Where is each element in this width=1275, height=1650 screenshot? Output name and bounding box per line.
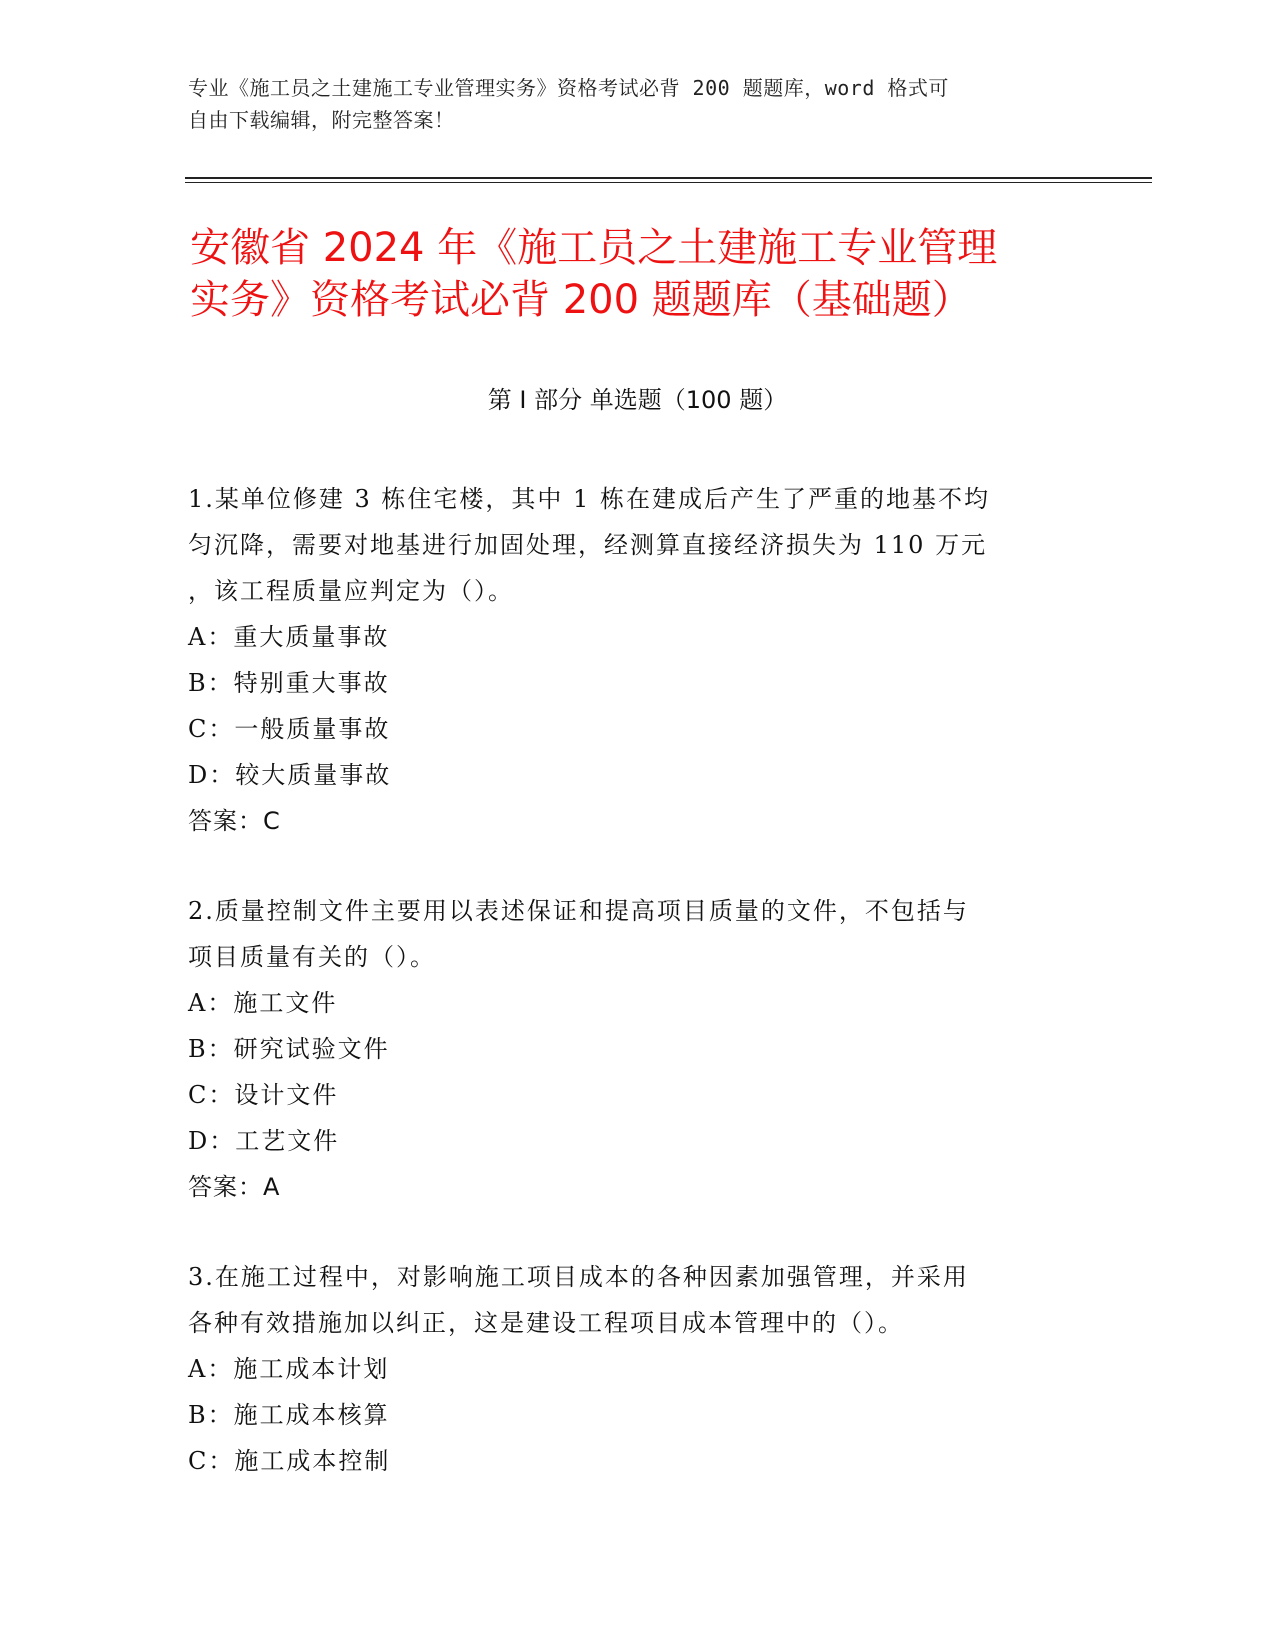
question-stem-line: 各种有效措施加以纠正，这是建设工程项目成本管理中的（）。: [188, 1309, 904, 1337]
option-c: C：一般质量事故: [188, 715, 391, 743]
option-b: B：施工成本核算: [188, 1401, 390, 1429]
question-stem-line: 3.在施工过程中，对影响施工项目成本的各种因素加强管理，并采用: [188, 1263, 969, 1291]
option-c: C：设计文件: [188, 1081, 339, 1109]
option-a: A：施工文件: [188, 989, 338, 1017]
option-d: D：较大质量事故: [188, 761, 392, 789]
question-3: [188, 1254, 1068, 1484]
option-b: B：研究试验文件: [188, 1035, 390, 1063]
header-note: [188, 72, 1088, 136]
question-stem-line: 项目质量有关的（）。: [188, 943, 436, 971]
option-c: C：施工成本控制: [188, 1447, 391, 1475]
question-2: [188, 888, 1068, 1210]
question-stem-line: ，该工程质量应判定为（）。: [188, 577, 514, 605]
option-a: A：施工成本计划: [188, 1355, 390, 1383]
question-stem-line: 2.质量控制文件主要用以表述保证和提高项目质量的文件，不包括与: [188, 897, 969, 925]
section-heading: 第 I 部分 单选题（100 题）: [487, 386, 788, 414]
document-title-line-2: 实务》资格考试必背 200 题题库（基础题）: [190, 277, 972, 323]
question-stem-line: 匀沉降，需要对地基进行加固处理，经测算直接经济损失为 110 万元: [188, 531, 988, 559]
header-rule-thick: [185, 177, 1152, 179]
question-stem-line: 1.某单位修建 3 栋住宅楼，其中 1 栋在建成后产生了严重的地基不均: [188, 485, 990, 513]
header-rule-thin: [185, 182, 1152, 183]
document-title: [190, 222, 1090, 326]
document-title-line-1: 安徽省 2024 年《施工员之土建施工专业管理: [190, 225, 998, 271]
option-a: A：重大质量事故: [188, 623, 390, 651]
answer: 答案：C: [188, 807, 281, 835]
option-b: B：特别重大事故: [188, 669, 390, 697]
answer: 答案：A: [188, 1173, 281, 1201]
question-list: [188, 476, 1068, 1528]
header-note-line-1: 专业《施工员之土建施工专业管理实务》资格考试必背 200 题题库，word 格式可: [188, 76, 949, 100]
header-note-line-2: 自由下载编辑，附完整答案！: [188, 108, 455, 132]
question-1: [188, 476, 1068, 844]
option-d: D：工艺文件: [188, 1127, 340, 1155]
